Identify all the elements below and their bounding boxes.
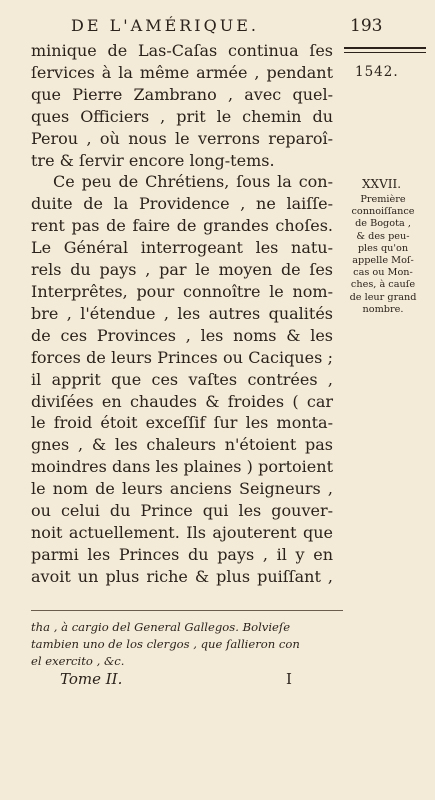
body-line: avoit un plus riche & plus puiſſant , — [31, 566, 333, 586]
margin-note-line: de Bogota , — [355, 218, 411, 230]
footnote-line: tambien uno de los clergos , que ſallieron con — [31, 637, 300, 652]
footnote-line: el exercito , &c. — [31, 654, 125, 669]
body-line: gnes , & les chaleurs n'étoient pas — [31, 435, 333, 455]
page-number: 193 — [350, 16, 383, 36]
body-line: ſervices à la même armée , pendant — [31, 62, 333, 82]
margin-note-line: appelle Moſ- — [352, 255, 414, 267]
page-footer — [0, 670, 435, 692]
body-line: de ces Provinces , les noms & les — [31, 325, 333, 345]
running-head: DE L'AMÉRIQUE. — [71, 16, 259, 35]
body-line: Interprêtes, pour connoître le nom- — [31, 281, 333, 301]
margin-year: 1542. — [355, 64, 399, 80]
footnote — [31, 619, 351, 671]
body-line: duite de la Providence , ne laiſſe- — [31, 194, 333, 214]
section-number: XXVII. — [362, 177, 402, 191]
body-line: Perou , où nous le verrons reparoî- — [31, 128, 333, 148]
volume-label: Tome II. — [60, 670, 123, 688]
body-line: minique de Las-Caſas continua ſes — [31, 41, 333, 60]
body-line: forces de leurs Princes ou Caciques ; — [31, 347, 333, 367]
body-line: ou celui du Prince qui les gouver- — [31, 501, 333, 521]
body-line: tre & ſervir encore long-tems. — [31, 150, 275, 170]
body-line: ques Officiers , prit le chemin du — [31, 106, 333, 126]
body-line: diviſées en chaudes & froides ( car — [31, 391, 333, 411]
body-line: il apprit que ces vaſtes contrées , — [31, 369, 333, 389]
body-line: bre , l'étendue , les autres qualités — [31, 303, 333, 323]
footnote-rule — [31, 610, 343, 611]
body-line: parmi les Princes du pays , il y en — [31, 544, 333, 564]
margin-rule — [344, 47, 426, 53]
footnote-line: tha , à cargio del General Gallegos. Bolvieſe — [31, 620, 291, 634]
margin-note-line: de leur grand — [349, 291, 417, 303]
body-line: Le Général interrogeant les natu- — [31, 238, 333, 258]
margin-note-line: ches, à cauſe — [350, 279, 416, 291]
margin-note-line: & des peu- — [356, 230, 410, 242]
margin-note-line: connoiſſance — [351, 206, 415, 218]
margin-note-line: nombre. — [362, 303, 404, 315]
body-line: le nom de leurs anciens Seigneurs , — [31, 479, 333, 499]
signature-mark: I — [286, 670, 292, 688]
body-line: Ce peu de Chrétiens, ſous la con- — [53, 172, 333, 192]
margin-note-line: cas ou Mon- — [353, 267, 413, 279]
body-line: noit actuellement. Ils ajouterent que — [31, 522, 333, 542]
body-line: rels du pays , par le moyen de ſes — [31, 260, 333, 280]
body-line: rent pas de faire de grandes choſes. — [31, 216, 333, 236]
margin-note-line: ples qu'on — [357, 242, 409, 254]
body-line: le froid étoit exceſſif ſur les monta- — [31, 413, 333, 433]
margin-note — [338, 194, 428, 316]
body-line: que Pierre Zambrano , avec quel- — [31, 84, 333, 104]
body-line: moindres dans les plaines ) portoient — [31, 457, 333, 477]
margin-note-line: Première — [360, 194, 406, 205]
page-header — [0, 16, 435, 38]
body-text — [31, 40, 333, 588]
